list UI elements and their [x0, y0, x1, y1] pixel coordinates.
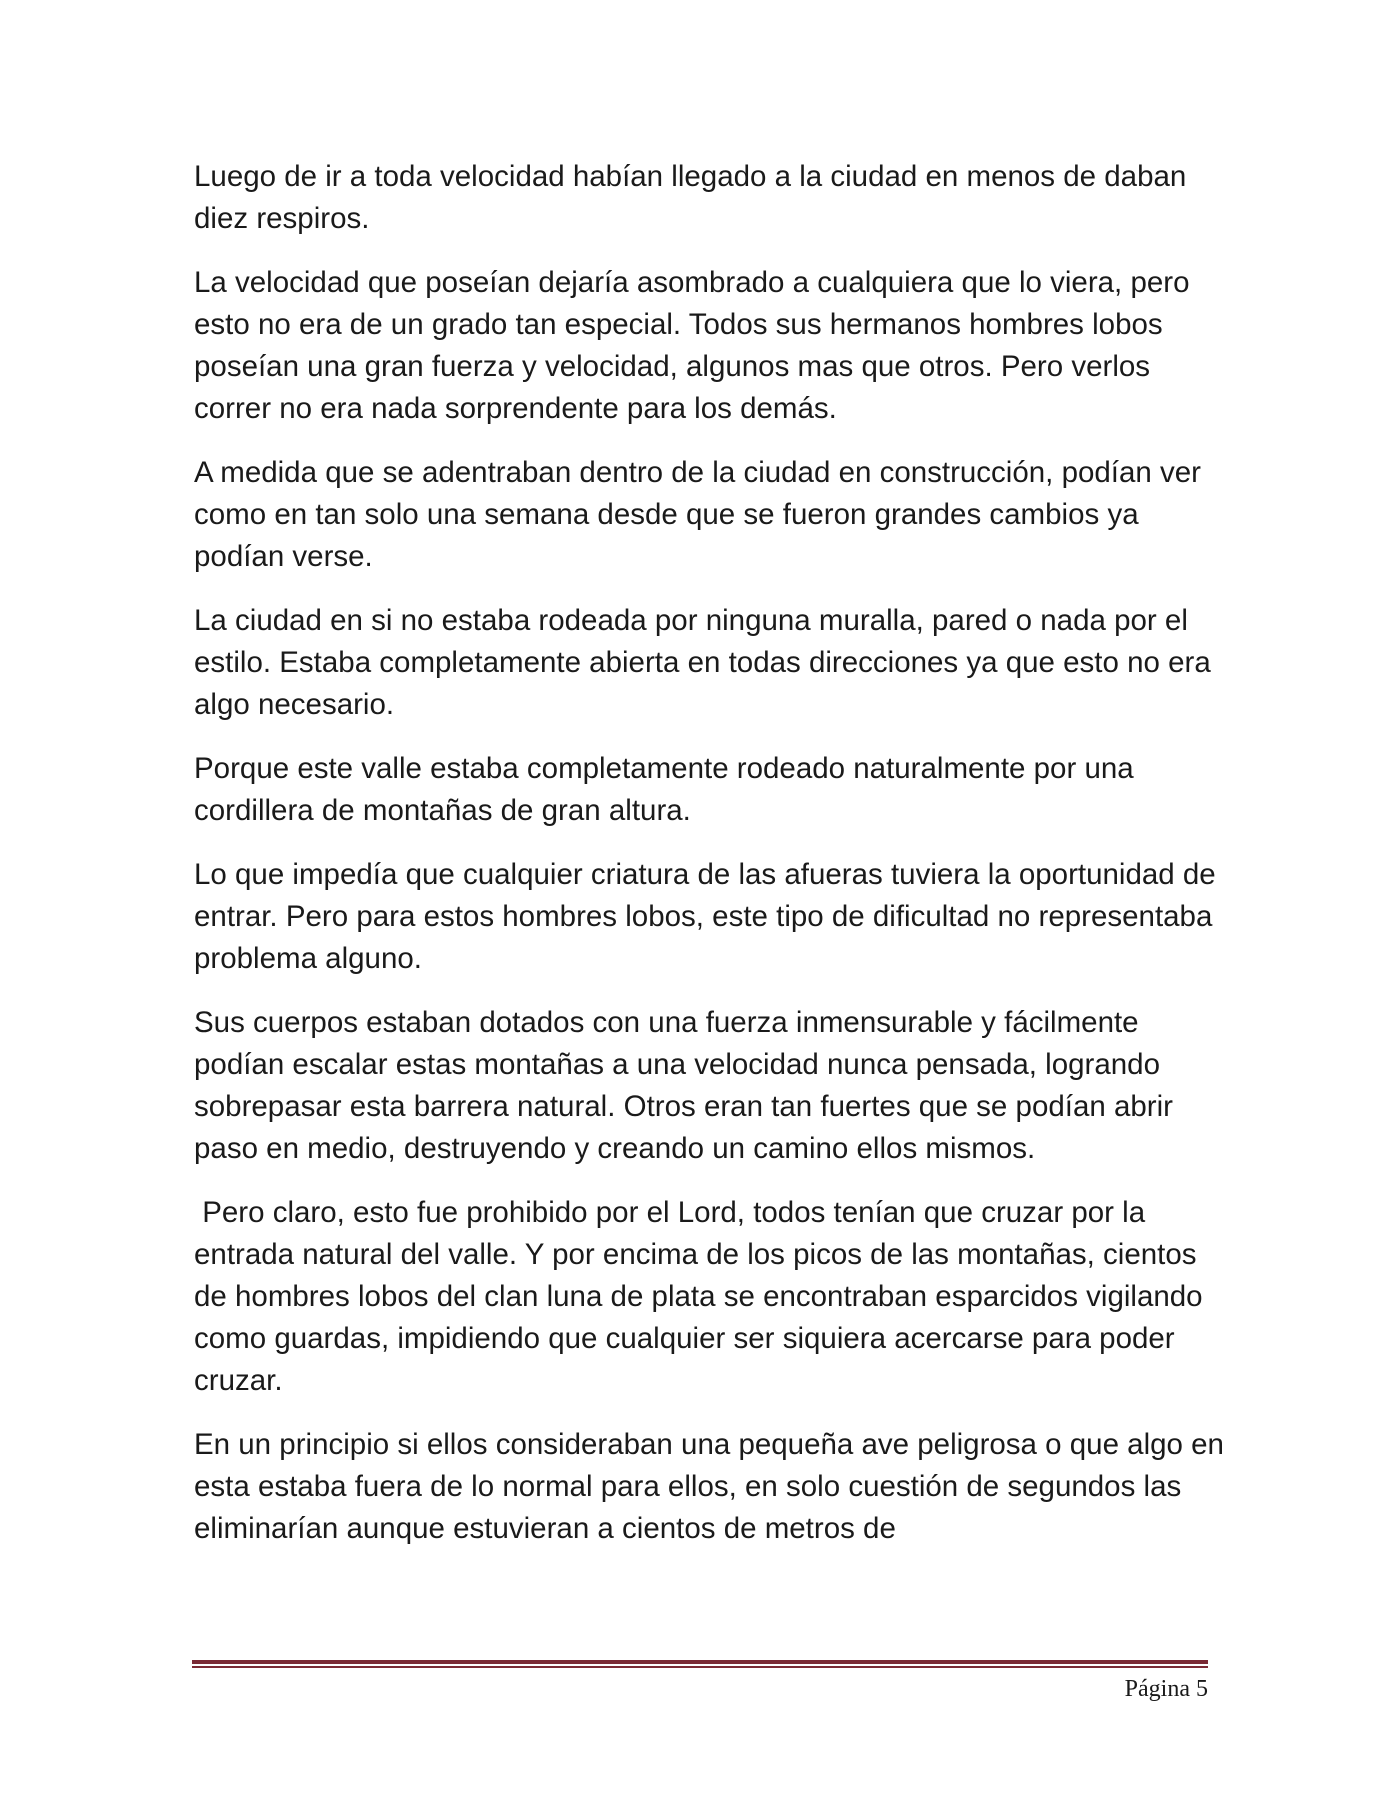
body-text	[194, 156, 1224, 1572]
paragraph-2: La velocidad que poseían dejaría asombrado a cualquiera que lo viera, pero esto no era de un grado tan especial. Todos sus hermanos hombres lobos poseían una gran fuerza y velocidad, algunos mas que otros. Pero verlos correr no era nada sorprendente para los demás.	[194, 266, 1190, 425]
paragraph-1: Luego de ir a toda velocidad habían llegado a la ciudad en menos de daban diez respiros.	[194, 160, 1187, 235]
page-number: Página 5	[1124, 1676, 1208, 1702]
paragraph-7: Sus cuerpos estaban dotados con una fuerza inmensurable y fácilmente podían escalar estas montañas a una velocidad nunca pensada, logrando sobrepasar esta barrera natural. Otros eran tan fuertes que se podían abrir paso en medio, destruyendo y creando un camino ellos mismos.	[194, 1006, 1173, 1165]
paragraph-6: Lo que impedía que cualquier criatura de las afueras tuviera la oportunidad de entrar. Pero para estos hombres lobos, este tipo de dificultad no representaba problema alguno.	[194, 858, 1216, 975]
paragraph-3: A medida que se adentraban dentro de la ciudad en construcción, podían ver como en tan solo una semana desde que se fueron grandes cambios ya podían verse.	[194, 456, 1201, 573]
paragraph-9: En un principio si ellos consideraban una pequeña ave peligrosa o que algo en esta estaba fuera de lo normal para ellos, en solo cuestión de segundos las eliminarían aunque estuvieran a cientos de metros de	[194, 1428, 1224, 1545]
paragraph-8: Pero claro, esto fue prohibido por el Lord, todos tenían que cruzar por la entrada natural del valle. Y por encima de los picos de las montañas, cientos de hombres lobos del clan luna de plata se encontraban esparcidos vigilando como guardas, impidiendo que cualquier ser siquiera acercarse para poder cruzar.	[194, 1196, 1211, 1397]
paragraph-4: La ciudad en si no estaba rodeada por ninguna muralla, pared o nada por el estilo. Estaba completamente abierta en todas direcciones ya que esto no era algo necesario.	[194, 604, 1211, 721]
footer-rule-thin	[192, 1666, 1208, 1668]
footer-rule	[192, 1660, 1208, 1668]
paragraph-5: Porque este valle estaba completamente rodeado naturalmente por una cordillera de montañas de gran altura.	[194, 752, 1134, 827]
